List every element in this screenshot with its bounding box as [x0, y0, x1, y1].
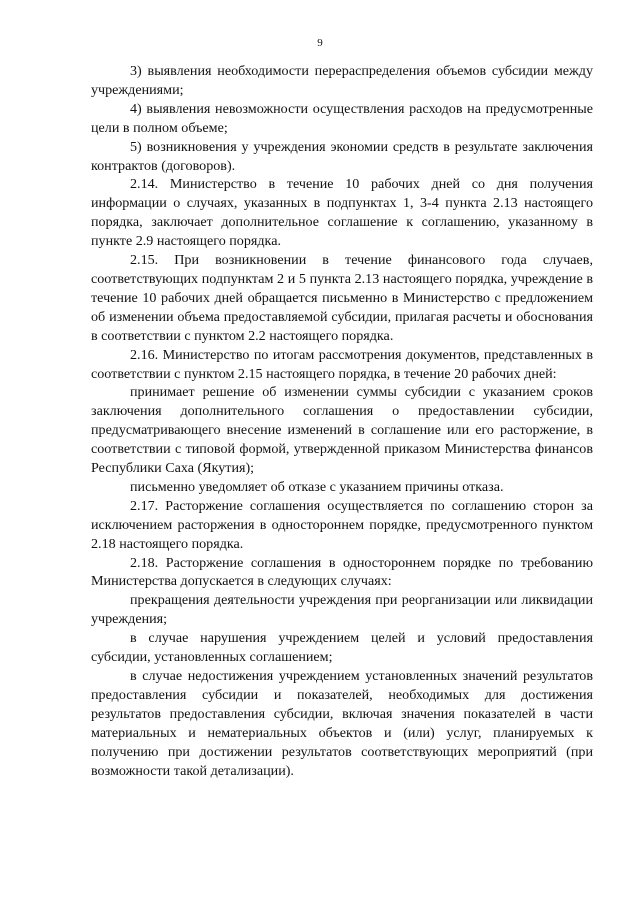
- paragraph: 4) выявления невозможности осуществления расходов на предусмотренные цели в полном объеме;: [91, 100, 593, 136]
- paragraph: прекращения деятельности учреждения при реорганизации или ликвидации учреждения;: [91, 592, 593, 628]
- paragraph: 2.17. Расторжение соглашения осуществляется по соглашению сторон за исключением расторжения в одностороннем порядке, предусмотренного пунктом 2.18 настоящего порядка.: [91, 497, 593, 552]
- paragraph: 2.15. При возникновении в течение финансового года случаев, соответствующих подпунктам 2 и 5 пункта 2.13 настоящего порядка, учреждение в течение 10 рабочих дней обращается письменно в Министерство с предложением об изменении объема предоставляемой субсидии, прилагая расчеты и обоснования в соответствии с пунктом 2.2 настоящего порядка.: [91, 252, 593, 344]
- paragraph: 2.16. Министерство по итогам рассмотрения документов, представленных в соответствии с пунктом 2.15 настоящего порядка, в течение 20 рабочих дней:: [91, 346, 593, 382]
- paragraph: 3) выявления необходимости перераспределения объемов субсидии между учреждениями;: [91, 63, 593, 98]
- paragraph: в случае нарушения учреждением целей и условий предоставления субсидии, установленных соглашением;: [91, 630, 593, 666]
- paragraph: 5) возникновения у учреждения экономии средств в результате заключения контрактов (договоров).: [91, 138, 593, 174]
- paragraph: 2.14. Министерство в течение 10 рабочих дней со дня получения информации о случаях, указанных в подпунктах 1, 3-4 пункта 2.13 настоящего порядка, заключает дополнительное соглашение к соглашению, указанному в пункте 2.9 настоящего порядка.: [91, 176, 593, 250]
- paragraph: 2.18. Расторжение соглашения в одностороннем порядке по требованию Министерства допускается в следующих случаях:: [91, 554, 593, 590]
- paragraph: принимает решение об изменении суммы субсидии с указанием сроков заключения дополнительного соглашения о предоставлении субсидии, предусматривающего внесение изменений в соглашение или его расторжение, в соответствии с типовой формой, утвержденной приказом Министерства финансов Республики Саха (Якутия);: [91, 384, 593, 477]
- paragraph: в случае недостижения учреждением установленных значений результатов предоставления субсидии и показателей, необходимых для достижения результатов предоставления субсидии, включая значения показателей в части материальных и нематериальных объектов и (или) услуг, планируемых к получению при достижении результатов соответствующих мероприятий (при возможности такой детализации).: [91, 668, 593, 779]
- paragraph: письменно уведомляет об отказе с указанием причины отказа.: [130, 478, 504, 495]
- document-body: [91, 62, 593, 780]
- page-number: 9: [317, 37, 323, 49]
